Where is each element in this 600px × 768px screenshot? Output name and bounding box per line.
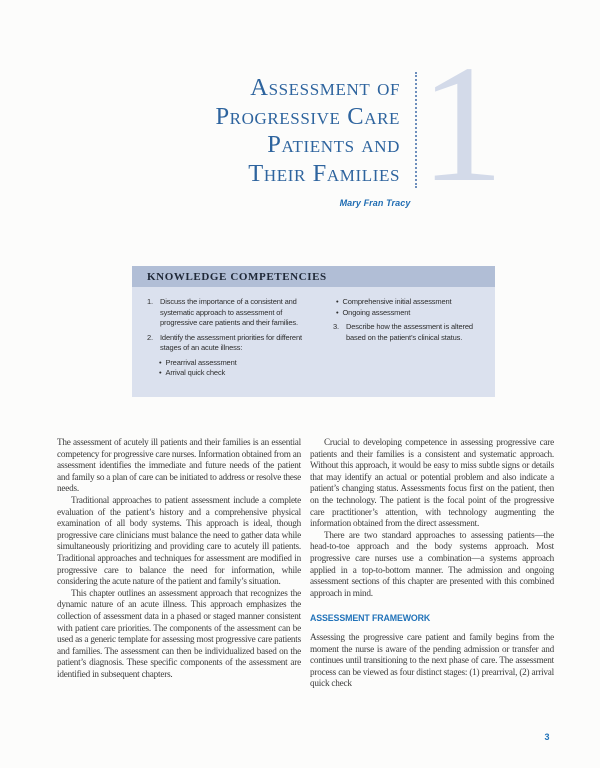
chapter-title-line-4: Their Families <box>248 159 400 187</box>
competency-item-1-number: 1. <box>147 297 153 306</box>
competency-item-2-bullets-continued <box>336 297 490 318</box>
competency-item-2-bullets <box>159 358 308 379</box>
competency-item-1-text: Discuss the importance of a consistent and systematic approach to assessment of progressive care patients and their families. <box>160 297 298 327</box>
bullet-text: • Prearrival assessment <box>165 357 237 367</box>
author-byline: Mary Fran Tracy <box>339 198 411 208</box>
page-number: 3 <box>544 732 550 742</box>
paragraph-two-approaches: There are two standard approaches to assessing patients—the head-to-toe approach and the body systems approach. Most progressive care nurses use a combination—a systems approach applied in a top-to-bottom manner. The admission and ongoing assessment sections of this chapter are presented with this combined approach in mind. <box>310 529 554 598</box>
chapter-title <box>100 74 400 188</box>
bullet-prearrival-assessment <box>159 358 308 369</box>
competencies-left-column <box>147 297 308 379</box>
body-right-column <box>310 437 554 690</box>
competency-item-3-number: 3. <box>333 322 339 331</box>
competency-item-3 <box>333 322 490 343</box>
bullet-text: • Comprehensive initial assessment <box>342 297 452 306</box>
competencies-right-column <box>333 297 490 379</box>
knowledge-competencies-body <box>132 287 495 397</box>
bullet-arrival-quick-check <box>159 368 308 379</box>
paragraph-assessment-framework: Assessing the progressive care patient and family begins from the moment the nurse is aware of the pending admission or transfer and continues until transitioning to the next phase of care. The assessment process can be viewed as four distinct stages: (1) prearrival, (2) arrival quick check <box>310 631 554 689</box>
paragraph-crucial-competence: Crucial to developing competence in assessing progressive care patients and their families is a consistent and systematic approach. Without this approach, it would be easy to miss subtle signs or details that may identify an actual or potential problem and also indicate a patient’s changing status. Assessments focus first on the patient, then on the technology. The patient is the focal point of the progressive care practitioner’s attention, with technology augmenting the information obtained from the direct assessment. <box>310 437 554 529</box>
competency-item-2-text: Identify the assessment priorities for different stages of an acute illness: <box>160 332 302 352</box>
bullet-ongoing-assessment <box>336 308 490 319</box>
bullet-comprehensive-initial-assessment <box>336 297 490 308</box>
paragraph-traditional-approaches: Traditional approaches to patient assessment include a complete evaluation of the patient’s history and a comprehensive physical examination of all body systems. This approach is ideal, though progressive care clinicians must balance the need to gather data while simultaneously prioritizing and providing care to acutely ill patients. Traditional approaches and techniques for assessment are modified in progressive care to balance the need for information, while considering the acute nature of the patient and family’s situation. <box>57 494 301 587</box>
bullet-text: • Arrival quick check <box>165 368 226 377</box>
paragraph-chapter-outline: This chapter outlines an assessment approach that recognizes the dynamic nature of an acute illness. This approach emphasizes the collection of assessment data in a phased or staged manner consistent with patient care priorities. The components of the assessment can be used as a generic template for assessing most progressive care patients and families. The assessment can then be individualized based on the patient’s diagnosis. These specific components of the assessment are identified in subsequent chapters. <box>57 587 301 679</box>
chapter-number: 1 <box>420 31 504 217</box>
paragraph-intro: The assessment of acutely ill patients and their families is an essential competency for progressive care nurses. Information obtained from an assessment identifies the immediate and future needs of the patient and family so a plan of care can be initiated to address or resolve these needs. <box>57 437 301 494</box>
competency-item-2 <box>147 333 308 354</box>
knowledge-competencies-header: KNOWLEDGE COMPETENCIES <box>132 266 495 287</box>
section-heading-assessment-framework: ASSESSMENT FRAMEWORK <box>310 613 431 624</box>
competency-item-3-text: Describe how the assessment is altered based on the patient’s clinical status. <box>346 322 473 342</box>
competency-item-2-number: 2. <box>147 332 153 342</box>
knowledge-competencies-box <box>132 266 495 397</box>
chapter-title-line-2: Progressive Care <box>215 102 400 130</box>
chapter-title-line-1: Assessment of <box>250 74 400 101</box>
chapter-title-line-3: Patients and <box>267 131 400 158</box>
bullet-text: • Ongoing assessment <box>342 307 411 317</box>
dotted-divider <box>415 72 417 188</box>
competency-item-1 <box>147 297 308 329</box>
body-left-column <box>57 437 301 680</box>
